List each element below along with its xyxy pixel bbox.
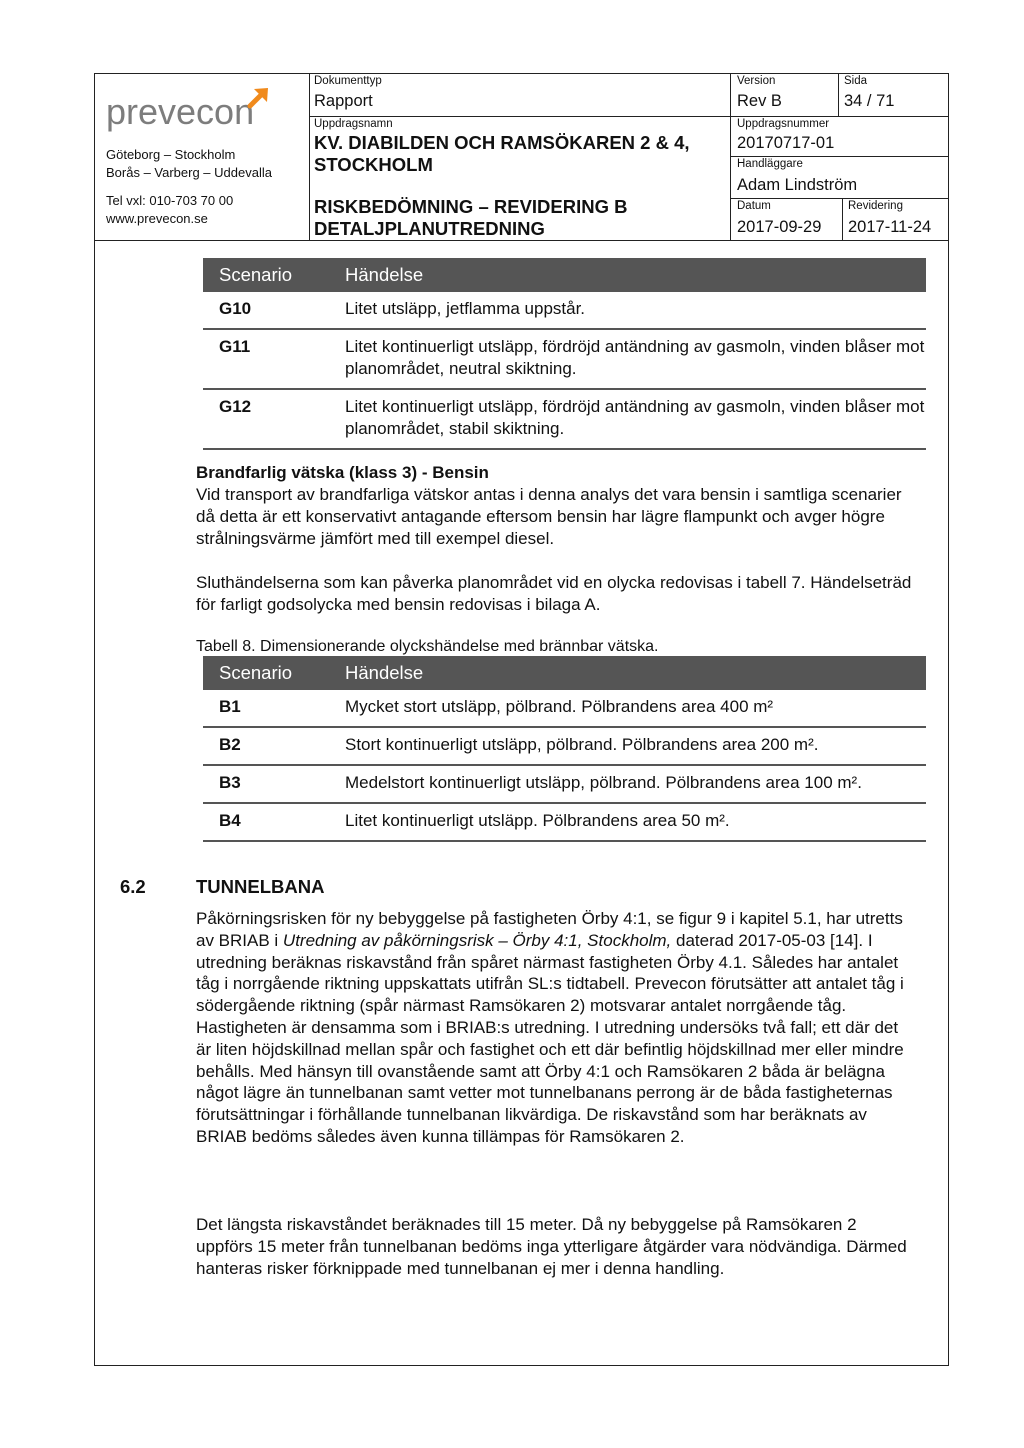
p1-text-a: Påkörningsrisken för ny bebyggelse på fastigheten Örby 4:1, se figur 9 i kapitel 5.1, har utretts av BRIAB i: [196, 909, 903, 950]
company-phone: Tel vxl: 010-703 70 00: [106, 193, 234, 208]
table-row: [203, 765, 926, 803]
sida-label: Sida: [844, 75, 868, 87]
p1-text-b: daterad 2017-05-03 [14]. I utredning beräknas riskavstånd från spåret närmast fastigheten Örby 4.1. Således har antalet tåg i norrgående riktning uppskattats utifrån SL:s tidtabell. Prevecon förutsätter att antalet tåg i södergående riktning (spår närmast Ramsökaren 2) motsvarar antalet norrgående tåg. Hastigheten är densamma som i BRIAB:s utredning. I utredning undersöks två fall; ett där det är liten höjdskillnad mellan spår och fastighet och ett där befintlig höjdskillnad mer eller mindre behålls. Med hänsyn till ovanstående samt att Örby 4:1 och Ramsökaren 2 båda är belägna något lägre än tunnelbanan samt vetter mot tunnelbanans perrong är de båda fastigheternas förutsättningar i förhållande tunnelbanan likvärdiga. De riskavstånd som har beräknats av BRIAB bedöms således även kunna tillämpas för Ramsökaren 2.: [196, 930, 904, 1146]
handelse-cell: Mycket stort utsläpp, pölbrand. Pölbrandens area 400 m²: [329, 690, 926, 727]
dokumenttyp-label: Dokumenttyp: [314, 75, 382, 87]
scenario-cell: G10: [203, 292, 329, 329]
scenario-cell: B3: [203, 765, 329, 803]
table-row: [203, 803, 926, 841]
handlaggare-label: Handläggare: [737, 158, 803, 170]
section-paragraph-2: Det längsta riskavståndet beräknades till 15 meter. Då ny bebyggelse på Ramsökaren 2 uppförs 15 meter från tunnelbanan bedöms inga ytterligare åtgärder vara nödvändiga. Därmed hanteras risker förknippade med tunnelbanan ej mer i denna handling.: [196, 1215, 907, 1278]
logo-text: prevecon: [106, 91, 255, 132]
sida-value: 34 / 71: [844, 92, 895, 110]
col-scenario-header: Scenario: [203, 258, 329, 292]
section-title: TUNNELBANA: [196, 876, 325, 897]
datum-label: Datum: [737, 200, 771, 212]
table-row: [203, 690, 926, 727]
col-handelse-header: Händelse: [329, 656, 926, 690]
section-number: 6.2: [120, 876, 146, 897]
datum-value: 2017-09-29: [737, 218, 822, 236]
uppdragsnamn-label: Uppdragsnamn: [314, 118, 393, 130]
uppdragsnamn-value: KV. DIABILDEN OCH RAMSÖKAREN 2 & 4, STOCKHOLM: [314, 132, 690, 175]
handelse-cell: Litet kontinuerligt utsläpp, fördröjd antändning av gasmoln, vinden blåser mot planområdet, stabil skiktning.: [329, 389, 926, 449]
table-row: [203, 389, 926, 449]
brand-paragraph-2: Sluthändelserna som kan påverka planområdet vid en olycka redovisas i tabell 7. Händelseträd för farligt godsolycka med bensin redovisas i bilaga A.: [196, 573, 912, 614]
scenario-cell: B4: [203, 803, 329, 841]
uppdragsnummer-value: 20170717-01: [737, 134, 835, 152]
company-cities-2: Borås – Varberg – Uddevalla: [106, 165, 272, 180]
prevecon-logo: [104, 84, 274, 134]
company-web[interactable]: www.prevecon.se: [106, 211, 208, 226]
handlaggare-value: Adam Lindström: [737, 176, 858, 194]
handelse-cell: Litet utsläpp, jetflamma uppstår.: [329, 292, 926, 329]
table-caption: Tabell 8. Dimensionerande olyckshändelse med brännbar vätska.: [196, 638, 659, 655]
table-header-row: [203, 258, 926, 292]
handelse-cell: Stort kontinuerligt utsläpp, pölbrand. Pölbrandens area 200 m².: [329, 727, 926, 765]
col-handelse-header: Händelse: [329, 258, 926, 292]
scenario-cell: B1: [203, 690, 329, 727]
handelse-cell: Litet kontinuerligt utsläpp, fördröjd antändning av gasmoln, vinden blåser mot planområdet, neutral skiktning.: [329, 329, 926, 389]
table-row: [203, 292, 926, 329]
brand-heading: Brandfarlig vätska (klass 3) - Bensin: [196, 463, 489, 482]
dokumenttyp-value: Rapport: [314, 92, 373, 110]
version-label: Version: [737, 75, 776, 87]
revidering-label: Revidering: [848, 200, 903, 212]
brand-paragraph-1: Vid transport av brandfarliga vätskor antas i denna analys det vara bensin i samtliga scenarier då detta är ett konservativt antagande eftersom bensin har lägre flampunkt och avger högre strålningsvärme jämfört med till exempel diesel.: [196, 485, 902, 548]
section-paragraph-1: [196, 908, 916, 1148]
scenario-table-gas: [203, 258, 926, 450]
scenario-cell: B2: [203, 727, 329, 765]
table-row: [203, 727, 926, 765]
scenario-cell: G12: [203, 389, 329, 449]
handelse-cell: Medelstort kontinuerligt utsläpp, pölbrand. Pölbrandens area 100 m².: [329, 765, 926, 803]
report-title: RISKBEDÖMNING – REVIDERING B DETALJPLANUTREDNING: [314, 196, 628, 239]
handelse-cell: Litet kontinuerligt utsläpp. Pölbrandens area 50 m².: [329, 803, 926, 841]
table-row: [203, 329, 926, 389]
revidering-value: 2017-11-24: [848, 218, 932, 236]
scenario-table-bensin: [203, 656, 926, 842]
p1-report-reference: Utredning av påkörningsrisk – Örby 4:1, Stockholm,: [282, 930, 672, 950]
col-scenario-header: Scenario: [203, 656, 329, 690]
version-value: Rev B: [737, 92, 782, 110]
scenario-cell: G11: [203, 329, 329, 389]
company-cities-1: Göteborg – Stockholm: [106, 147, 236, 162]
uppdragsnummer-label: Uppdragsnummer: [737, 118, 830, 130]
table-header-row: [203, 656, 926, 690]
